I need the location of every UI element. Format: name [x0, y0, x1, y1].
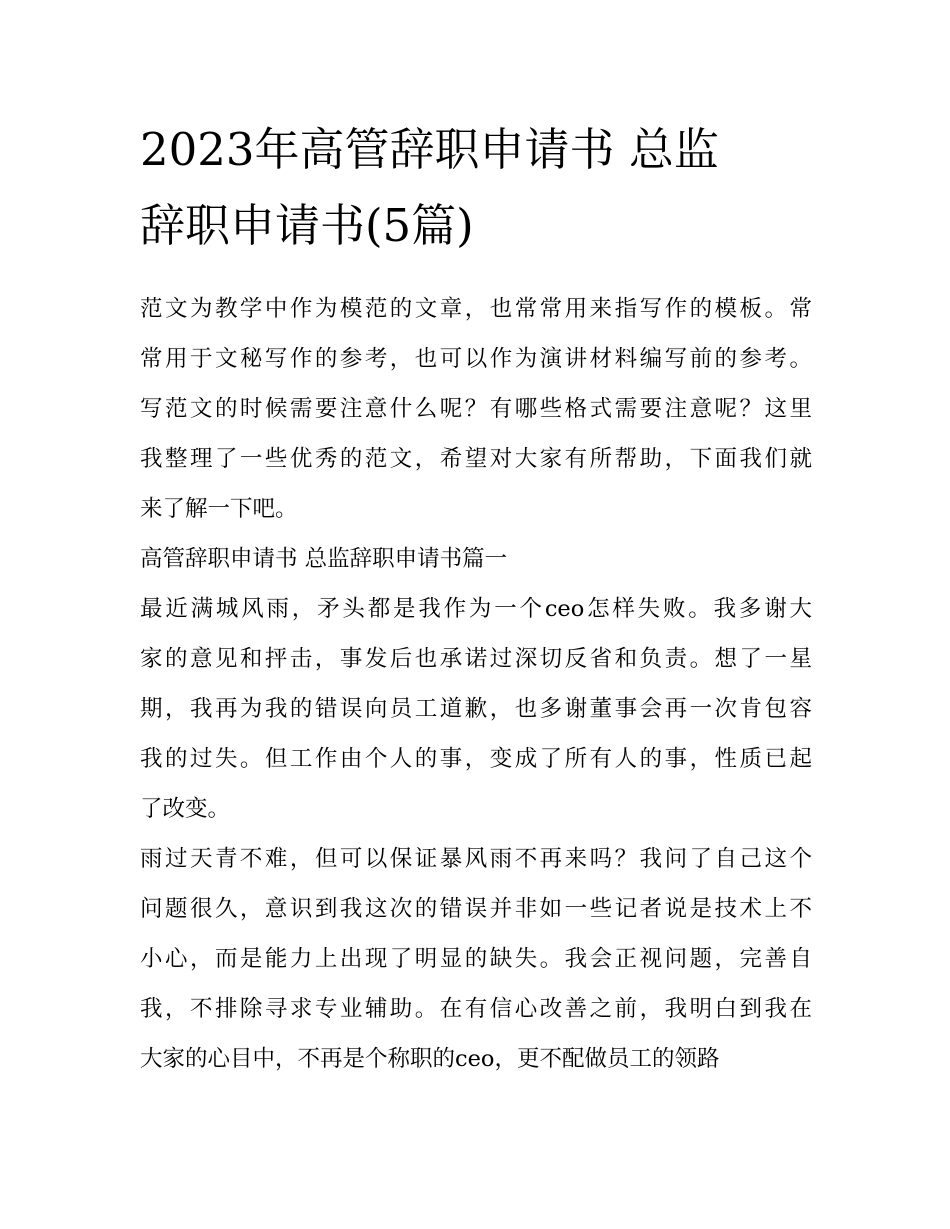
text-line: 范文为教学中作为模范的文章，也常常用来指写作的模板。常 [140, 296, 812, 322]
text-line: 常用于文秘写作的参考，也可以作为演讲材料编写前的参考。 [140, 346, 812, 372]
text-line: 最近满城风雨，矛头都是我作为一个ceo怎样失败。我多谢大 [140, 596, 812, 622]
section-heading [140, 534, 812, 584]
text-line: 了改变。 [140, 796, 231, 822]
paragraph-1 [140, 584, 812, 834]
text-line: 问题很久，意识到我这次的错误并非如一些记者说是技术上不 [140, 896, 812, 922]
text-line: 写范文的时候需要注意什么呢？有哪些格式需要注意呢？这里 [140, 396, 812, 422]
text-line: 小心，而是能力上出现了明显的缺失。我会正视问题，完善自 [140, 946, 812, 972]
text-line: 家的意见和抨击，事发后也承诺过深切反省和负责。想了一星 [140, 646, 812, 672]
text-line: 我整理了一些优秀的范文，希望对大家有所帮助，下面我们就 [140, 446, 812, 472]
paragraph-intro [140, 284, 812, 534]
text-line: 来了解一下吧。 [140, 496, 298, 522]
paragraph-2 [140, 834, 812, 1084]
document-body [140, 284, 812, 1084]
document-title [140, 112, 812, 264]
document-page [140, 112, 812, 1084]
text-line: 大家的心目中，不再是个称职的ceo，更不配做员工的领路 [140, 1046, 720, 1072]
title-line-2: 辞职申请书(5篇) [140, 199, 474, 252]
section-heading-text: 高管辞职申请书 总监辞职申请书篇一 [140, 546, 508, 572]
text-line: 雨过天青不难，但可以保证暴风雨不再来吗？我问了自己这个 [140, 846, 812, 872]
text-line: 期，我再为我的错误向员工道歉，也多谢董事会再一次肯包容 [140, 696, 812, 722]
text-line: 我的过失。但工作由个人的事，变成了所有人的事，性质已起 [140, 746, 812, 772]
text-line: 我，不排除寻求专业辅助。在有信心改善之前，我明白到我在 [140, 996, 812, 1022]
title-line-1: 2023年高管辞职申请书 总监 [140, 123, 719, 176]
